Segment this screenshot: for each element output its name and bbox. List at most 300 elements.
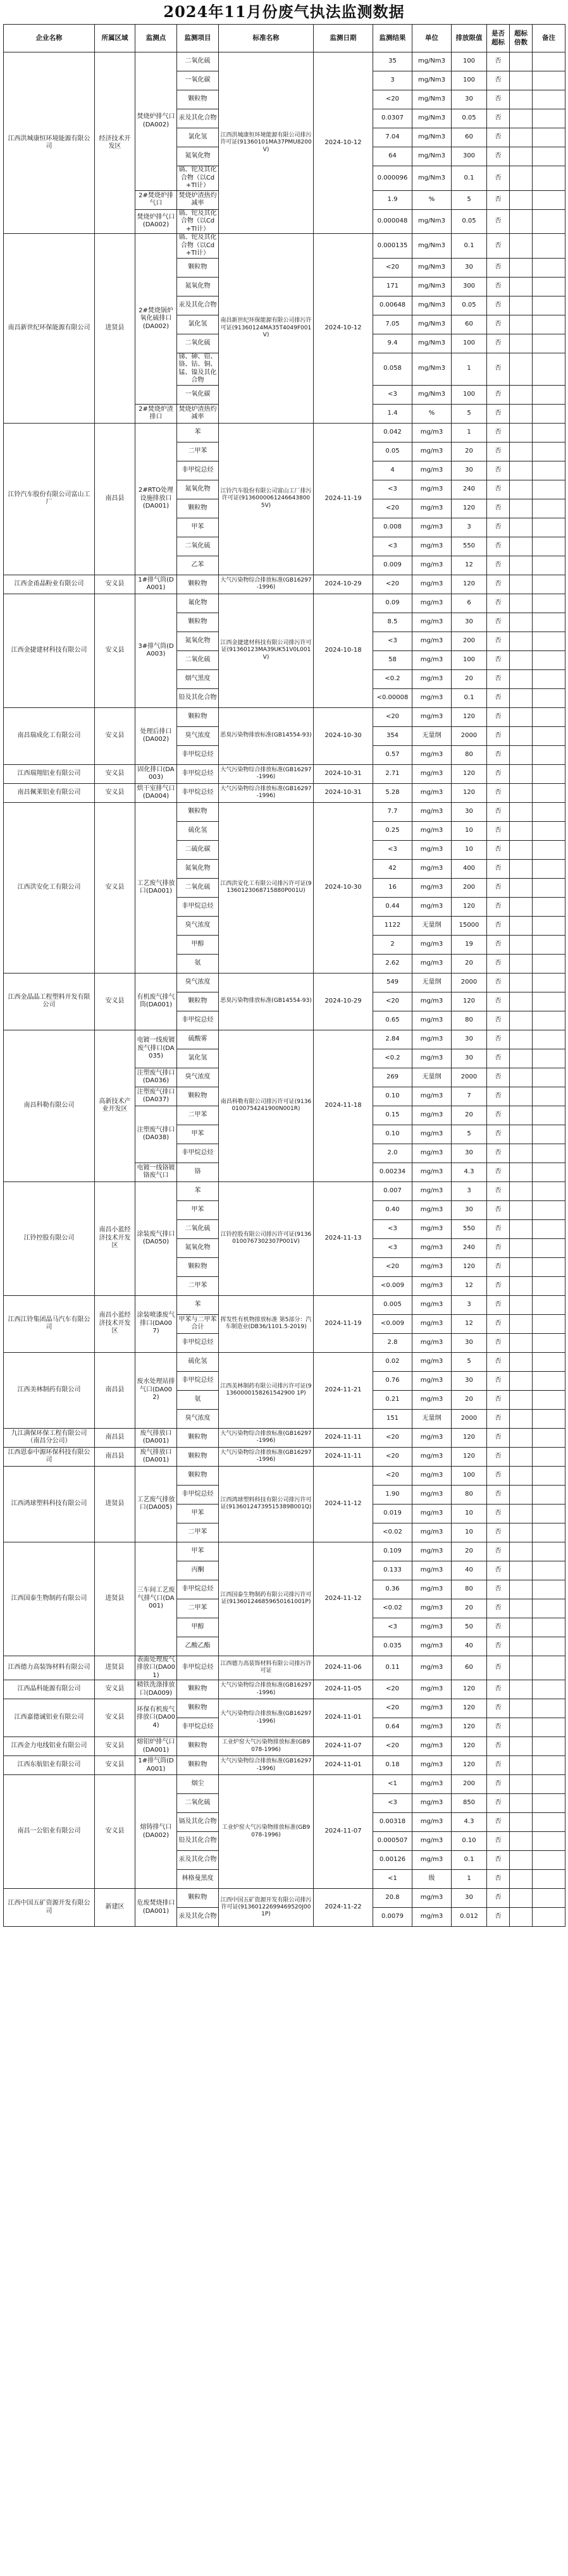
limit-cell: 200 (452, 878, 487, 897)
exceed-cell: 否 (487, 1314, 510, 1333)
remark-cell (533, 1390, 565, 1409)
remark-cell (533, 707, 565, 726)
unit-cell: mg/m3 (412, 1908, 452, 1927)
remark-cell (533, 1908, 565, 1927)
unit-cell: mg/m3 (412, 1485, 452, 1504)
unit-cell: mg/m3 (412, 1428, 452, 1447)
item-cell: 汞及其化合物 (177, 1908, 219, 1927)
result-cell: 7.04 (373, 128, 412, 147)
region-cell: 进贤县 (95, 1656, 135, 1680)
unit-cell: mg/m3 (412, 707, 452, 726)
remark-cell (533, 71, 565, 90)
limit-cell: 15000 (452, 916, 487, 935)
table-header-row (4, 25, 565, 52)
exceed-cell: 否 (487, 423, 510, 442)
item-cell: 氮氧化物 (177, 859, 219, 878)
monitoring-point-cell: 熔铸排气口(DA002) (135, 1775, 177, 1889)
multiple-cell (510, 878, 533, 897)
limit-cell: 120 (452, 499, 487, 518)
multiple-cell (510, 1889, 533, 1908)
exceed-cell: 否 (487, 954, 510, 973)
monitoring-point-cell: 废气排放口(DA001) (135, 1428, 177, 1447)
col-header-standard: 标准名称 (219, 25, 314, 52)
item-cell: 臭气浓度 (177, 916, 219, 935)
exceed-cell: 否 (487, 973, 510, 992)
multiple-cell (510, 128, 533, 147)
remark-cell (533, 1295, 565, 1314)
result-cell: <3 (373, 385, 412, 404)
item-cell: 臭气浓度 (177, 1409, 219, 1428)
remark-cell (533, 1200, 565, 1219)
unit-cell: 无量纲 (412, 1068, 452, 1087)
multiple-cell (510, 480, 533, 499)
result-cell: 0.000135 (373, 234, 412, 259)
company-cell: 九江满保环保工程有限公司（南昌分公司） (4, 1428, 95, 1447)
table-row (4, 1295, 565, 1314)
unit-cell: mg/m3 (412, 1219, 452, 1238)
exceed-cell: 否 (487, 258, 510, 277)
exceed-cell: 否 (487, 1794, 510, 1813)
company-cell: 江西金甬晶粉业有限公司 (4, 575, 95, 594)
item-cell: 二氧化硫 (177, 1794, 219, 1813)
result-cell: 0.007 (373, 1181, 412, 1200)
unit-cell: mg/m3 (412, 1680, 452, 1699)
exceed-cell: 否 (487, 1737, 510, 1756)
limit-cell: 12 (452, 1314, 487, 1333)
multiple-cell (510, 499, 533, 518)
region-cell: 进贤县 (95, 1466, 135, 1542)
company-cell: 南昌新世纪环保能源有限公司 (4, 234, 95, 424)
table-row (4, 1756, 565, 1775)
multiple-cell (510, 1870, 533, 1889)
remark-cell (533, 992, 565, 1011)
remark-cell (533, 1333, 565, 1352)
item-cell: 氮氧化物 (177, 277, 219, 296)
result-cell: <3 (373, 1219, 412, 1238)
unit-cell: mg/m3 (412, 1718, 452, 1737)
region-cell: 安义县 (95, 1699, 135, 1737)
exceed-cell: 否 (487, 745, 510, 764)
unit-cell: mg/m3 (412, 518, 452, 537)
multiple-cell (510, 404, 533, 423)
result-cell: <0.009 (373, 1276, 412, 1295)
item-cell: 颗粒物 (177, 1447, 219, 1466)
unit-cell: mg/m3 (412, 461, 452, 480)
item-cell: 非甲烷总烃 (177, 1144, 219, 1163)
result-cell: 0.133 (373, 1561, 412, 1580)
unit-cell: mg/m3 (412, 1030, 452, 1049)
limit-cell: 20 (452, 669, 487, 688)
limit-cell: 1 (452, 1870, 487, 1889)
unit-cell: mg/m3 (412, 1257, 452, 1276)
item-cell: 甲苯 (177, 518, 219, 537)
unit-cell: mg/m3 (412, 1561, 452, 1580)
item-cell: 烟尘 (177, 1775, 219, 1794)
table-row (4, 1428, 565, 1447)
unit-cell: mg/Nm3 (412, 209, 452, 234)
item-cell: 二甲苯 (177, 1599, 219, 1618)
date-cell: 2024-11-11 (314, 1447, 373, 1466)
remark-cell (533, 1699, 565, 1718)
exceed-cell: 否 (487, 707, 510, 726)
limit-cell: 300 (452, 277, 487, 296)
region-cell: 南昌小蓝经济技术开发区 (95, 1181, 135, 1295)
remark-cell (533, 1409, 565, 1428)
monitoring-point-cell: 焚烧炉排气口(DA002) (135, 52, 177, 191)
result-cell: 0.10 (373, 1087, 412, 1106)
multiple-cell (510, 190, 533, 209)
limit-cell: 30 (452, 802, 487, 821)
col-header-item: 监测项目 (177, 25, 219, 52)
result-cell: 0.000507 (373, 1832, 412, 1851)
limit-cell: 240 (452, 480, 487, 499)
date-cell: 2024-11-07 (314, 1737, 373, 1756)
item-cell: 铬 (177, 1163, 219, 1181)
limit-cell: 30 (452, 1371, 487, 1390)
multiple-cell (510, 1163, 533, 1181)
unit-cell: mg/m3 (412, 1011, 452, 1030)
date-cell: 2024-10-30 (314, 802, 373, 973)
limit-cell: 60 (452, 315, 487, 334)
table-row (4, 1775, 565, 1794)
monitoring-point-cell: 注塑废气排口(DA036) (135, 1068, 177, 1087)
result-cell: 0.0307 (373, 109, 412, 128)
page-title: 2024年11月份废气执法监测数据 (163, 3, 405, 21)
unit-cell: % (412, 404, 452, 423)
remark-cell (533, 897, 565, 916)
item-cell: 颗粒物 (177, 1466, 219, 1485)
unit-cell: mg/m3 (412, 1087, 452, 1106)
limit-cell: 120 (452, 1718, 487, 1737)
company-cell: 江西金捷建材科技有限公司 (4, 594, 95, 707)
limit-cell: 5 (452, 404, 487, 423)
limit-cell: 120 (452, 1680, 487, 1699)
exceed-cell: 否 (487, 71, 510, 90)
limit-cell: 20 (452, 1542, 487, 1561)
multiple-cell (510, 650, 533, 669)
unit-cell: mg/m3 (412, 423, 452, 442)
remark-cell (533, 1276, 565, 1295)
result-cell: 0.00648 (373, 296, 412, 315)
item-cell: 林格曼黑度 (177, 1870, 219, 1889)
monitoring-point-cell: 有机废气排气筒(DA001) (135, 973, 177, 1030)
remark-cell (533, 669, 565, 688)
result-cell: <3 (373, 1618, 412, 1637)
multiple-cell (510, 1219, 533, 1238)
item-cell: 汞及其化合物 (177, 109, 219, 128)
result-cell: <3 (373, 480, 412, 499)
exceed-cell: 否 (487, 209, 510, 234)
limit-cell: 100 (452, 52, 487, 71)
limit-cell: 240 (452, 1238, 487, 1257)
multiple-cell (510, 461, 533, 480)
item-cell: 铅及其化合物 (177, 1832, 219, 1851)
multiple-cell (510, 954, 533, 973)
multiple-cell (510, 1390, 533, 1409)
item-cell: 颗粒物 (177, 992, 219, 1011)
multiple-cell (510, 1466, 533, 1485)
remark-cell (533, 1680, 565, 1699)
company-cell: 南昌瑞成化工有限公司 (4, 707, 95, 764)
multiple-cell (510, 109, 533, 128)
item-cell: 二甲苯 (177, 1106, 219, 1125)
remark-cell (533, 613, 565, 632)
result-cell: 1.9 (373, 190, 412, 209)
remark-cell (533, 1352, 565, 1371)
item-cell: 镉及其化合物 (177, 1813, 219, 1832)
exceed-cell: 否 (487, 166, 510, 191)
company-cell: 江铃汽车股份有限公司富山工厂 (4, 423, 95, 575)
limit-cell: 19 (452, 935, 487, 954)
unit-cell: mg/m3 (412, 650, 452, 669)
standard-cell: 大气污染物综合排放标准(GB16297-1996) (219, 1680, 314, 1699)
limit-cell: 50 (452, 1618, 487, 1637)
unit-cell: % (412, 190, 452, 209)
date-cell: 2024-10-31 (314, 764, 373, 783)
item-cell: 二甲苯 (177, 1276, 219, 1295)
exceed-cell: 否 (487, 1447, 510, 1466)
exceed-cell: 否 (487, 385, 510, 404)
limit-cell: 120 (452, 764, 487, 783)
monitoring-point-cell: 3#排气筒(DA003) (135, 594, 177, 707)
limit-cell: 30 (452, 90, 487, 109)
item-cell: 一氧化碳 (177, 385, 219, 404)
limit-cell: 10 (452, 1523, 487, 1542)
unit-cell: mg/m3 (412, 669, 452, 688)
exceed-cell: 否 (487, 764, 510, 783)
exceed-cell: 否 (487, 802, 510, 821)
date-cell: 2024-11-19 (314, 1295, 373, 1352)
monitoring-point-cell: 环保有机废气排放口(DA004) (135, 1699, 177, 1737)
limit-cell: 100 (452, 1466, 487, 1485)
limit-cell: 100 (452, 650, 487, 669)
item-cell: 二甲苯 (177, 1523, 219, 1542)
result-cell: 4 (373, 461, 412, 480)
standard-cell: 大气污染物综合排放标准(GB16297-1996) (219, 1699, 314, 1737)
exceed-cell: 否 (487, 1200, 510, 1219)
multiple-cell (510, 334, 533, 353)
unit-cell: mg/m3 (412, 1775, 452, 1794)
standard-cell: 江西美林制药有限公司排污许可证(91360000158261542900 1P) (219, 1352, 314, 1428)
limit-cell: 120 (452, 1699, 487, 1718)
result-cell: 5.28 (373, 783, 412, 802)
monitoring-point-cell: 表面处理废气排放口(DA001) (135, 1656, 177, 1680)
unit-cell: 无量纲 (412, 726, 452, 745)
item-cell: 非甲烷总烃 (177, 1011, 219, 1030)
exceed-cell: 否 (487, 1504, 510, 1523)
unit-cell: mg/m3 (412, 480, 452, 499)
remark-cell (533, 1775, 565, 1794)
remark-cell (533, 147, 565, 166)
item-cell: 非甲烷总烃 (177, 1718, 219, 1737)
exceed-cell: 否 (487, 650, 510, 669)
col-header-unit: 单位 (412, 25, 452, 52)
multiple-cell (510, 1447, 533, 1466)
monitoring-point-cell: 1#排气筒(DA001) (135, 575, 177, 594)
unit-cell: mg/m3 (412, 1390, 452, 1409)
limit-cell: 30 (452, 1030, 487, 1049)
result-cell: 8.5 (373, 613, 412, 632)
region-cell: 新建区 (95, 1889, 135, 1927)
limit-cell: 10 (452, 821, 487, 840)
multiple-cell (510, 1333, 533, 1352)
exceed-cell: 否 (487, 1352, 510, 1371)
multiple-cell (510, 556, 533, 575)
item-cell: 非甲烷总烃 (177, 1371, 219, 1390)
item-cell: 颗粒物 (177, 802, 219, 821)
limit-cell: 120 (452, 575, 487, 594)
exceed-cell: 否 (487, 1390, 510, 1409)
exceed-cell: 否 (487, 537, 510, 556)
unit-cell: mg/Nm3 (412, 334, 452, 353)
exceed-cell: 否 (487, 859, 510, 878)
limit-cell: 850 (452, 1794, 487, 1813)
unit-cell: mg/m3 (412, 992, 452, 1011)
limit-cell: 60 (452, 1656, 487, 1680)
item-cell: 乙酸乙酯 (177, 1637, 219, 1656)
unit-cell: mg/m3 (412, 1144, 452, 1163)
item-cell: 氮氧化物 (177, 480, 219, 499)
result-cell: 1.90 (373, 1485, 412, 1504)
unit-cell: mg/m3 (412, 1276, 452, 1295)
unit-cell: mg/m3 (412, 499, 452, 518)
remark-cell (533, 1163, 565, 1181)
monitoring-point-cell: 涂装喷漆废气排口(DA007) (135, 1295, 177, 1352)
unit-cell: mg/m3 (412, 897, 452, 916)
monitoring-point-cell: 精铁洗涤排放口(DA009) (135, 1680, 177, 1699)
limit-cell: 5 (452, 190, 487, 209)
item-cell: 颗粒物 (177, 1699, 219, 1718)
exceed-cell: 否 (487, 499, 510, 518)
result-cell: <3 (373, 632, 412, 650)
remark-cell (533, 1485, 565, 1504)
limit-cell: 5 (452, 1125, 487, 1144)
multiple-cell (510, 1718, 533, 1737)
multiple-cell (510, 726, 533, 745)
item-cell: 硫化氢 (177, 1352, 219, 1371)
unit-cell: mg/Nm3 (412, 90, 452, 109)
remark-cell (533, 1181, 565, 1200)
exceed-cell: 否 (487, 935, 510, 954)
remark-cell (533, 859, 565, 878)
limit-cell: 5 (452, 1352, 487, 1371)
result-cell: 0.11 (373, 1656, 412, 1680)
monitoring-point-cell: 废气排放口(DA001) (135, 1447, 177, 1466)
result-cell: <20 (373, 499, 412, 518)
unit-cell: mg/m3 (412, 1447, 452, 1466)
multiple-cell (510, 353, 533, 385)
unit-cell: mg/Nm3 (412, 353, 452, 385)
col-header-company: 企业名称 (4, 25, 95, 52)
result-cell: <20 (373, 575, 412, 594)
unit-cell: mg/m3 (412, 575, 452, 594)
unit-cell: mg/m3 (412, 745, 452, 764)
remark-cell (533, 315, 565, 334)
remark-cell (533, 1851, 565, 1870)
unit-cell: mg/m3 (412, 1637, 452, 1656)
remark-cell (533, 442, 565, 461)
result-cell: <20 (373, 707, 412, 726)
col-header-region: 所属区域 (95, 25, 135, 52)
unit-cell: mg/Nm3 (412, 147, 452, 166)
unit-cell: mg/m3 (412, 783, 452, 802)
region-cell: 南昌县 (95, 423, 135, 575)
table-row (4, 1542, 565, 1561)
item-cell: 铅及其化合物 (177, 688, 219, 707)
remark-cell (533, 650, 565, 669)
item-cell: 甲苯与二甲苯合计 (177, 1314, 219, 1333)
result-cell: <1 (373, 1870, 412, 1889)
standard-cell: 大气污染物综合排放标准(GB16297-1996) (219, 764, 314, 783)
result-cell: <0.2 (373, 1049, 412, 1068)
date-cell: 2024-11-12 (314, 1466, 373, 1542)
multiple-cell (510, 688, 533, 707)
remark-cell (533, 1371, 565, 1390)
item-cell: 甲苯 (177, 1504, 219, 1523)
exceed-cell: 否 (487, 1125, 510, 1144)
exceed-cell: 否 (487, 594, 510, 613)
item-cell: 非甲烷总烃 (177, 783, 219, 802)
result-cell: <20 (373, 258, 412, 277)
multiple-cell (510, 518, 533, 537)
result-cell: <0.00008 (373, 688, 412, 707)
exceed-cell: 否 (487, 404, 510, 423)
region-cell: 安义县 (95, 1737, 135, 1756)
unit-cell: mg/m3 (412, 878, 452, 897)
limit-cell: 300 (452, 147, 487, 166)
item-cell: 臭气浓度 (177, 973, 219, 992)
monitoring-point-cell: 2#焚烧炉排气口 (135, 190, 177, 209)
multiple-cell (510, 258, 533, 277)
table-row (4, 423, 565, 442)
result-cell: <20 (373, 992, 412, 1011)
exceed-cell: 否 (487, 1908, 510, 1927)
limit-cell: 30 (452, 1200, 487, 1219)
exceed-cell: 否 (487, 992, 510, 1011)
limit-cell: 550 (452, 537, 487, 556)
unit-cell: mg/m3 (412, 954, 452, 973)
exceed-cell: 否 (487, 575, 510, 594)
multiple-cell (510, 916, 533, 935)
region-cell: 安义县 (95, 1775, 135, 1889)
limit-cell: 120 (452, 1737, 487, 1756)
unit-cell: mg/m3 (412, 1314, 452, 1333)
unit-cell: mg/m3 (412, 537, 452, 556)
limit-cell: 0.1 (452, 166, 487, 191)
result-cell: 0.0079 (373, 1908, 412, 1927)
date-cell: 2024-11-07 (314, 1775, 373, 1889)
limit-cell: 20 (452, 1390, 487, 1409)
limit-cell: 0.05 (452, 209, 487, 234)
region-cell: 安义县 (95, 764, 135, 783)
exceed-cell: 否 (487, 109, 510, 128)
limit-cell: 400 (452, 859, 487, 878)
limit-cell: 2000 (452, 726, 487, 745)
multiple-cell (510, 1485, 533, 1504)
item-cell: 颗粒物 (177, 1756, 219, 1775)
region-cell: 安义县 (95, 575, 135, 594)
table-row (4, 973, 565, 992)
item-cell: 烟气黑度 (177, 669, 219, 688)
exceed-cell: 否 (487, 1068, 510, 1087)
table-row (4, 1181, 565, 1200)
multiple-cell (510, 1049, 533, 1068)
result-cell: <20 (373, 1680, 412, 1699)
region-cell: 进贤县 (95, 1542, 135, 1656)
unit-cell: mg/m3 (412, 556, 452, 575)
company-cell: 南昌佩莱铝业有限公司 (4, 783, 95, 802)
result-cell: 0.76 (373, 1371, 412, 1390)
